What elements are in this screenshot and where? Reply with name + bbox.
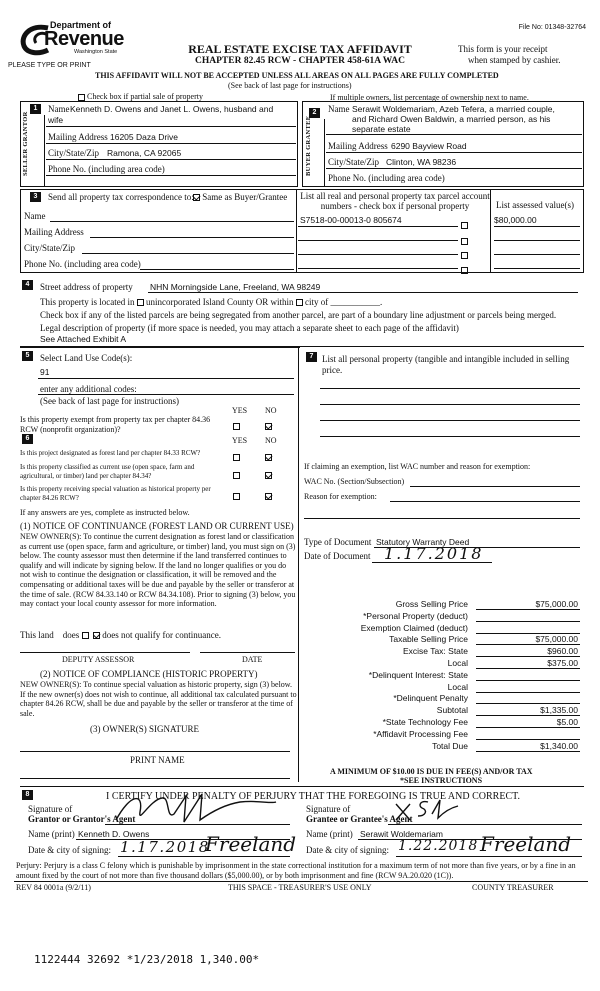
city-of-checkbox[interactable] xyxy=(296,299,303,306)
s5-additional: enter any additional codes: xyxy=(40,384,137,394)
grantor-date-city-label: Date & city of signing: xyxy=(28,845,111,855)
s7-wac-label: WAC No. (Section/Subsection) xyxy=(304,477,405,486)
logo-dept: Department of xyxy=(50,20,112,30)
deputy-assessor-label: DEPUTY ASSESSOR xyxy=(62,655,135,664)
document-date[interactable]: 1.17.2018 xyxy=(384,544,484,563)
s4-street-label: Street address of property xyxy=(40,282,133,292)
property-street[interactable]: NHN Morningside Lane, Freeland, WA 98249 xyxy=(150,282,321,292)
treasurer-use-only: THIS SPACE - TREASURER'S USE ONLY xyxy=(228,883,372,892)
grantee-name-print-label: Name (print) xyxy=(306,829,353,839)
buyer-name-cont[interactable]: and Richard Owen Baldwin, a married person, as his xyxy=(352,114,551,124)
tax-row-line xyxy=(476,668,580,669)
s5-yes: YES xyxy=(232,406,248,415)
tax-row-line xyxy=(476,609,580,610)
multiple-owners-note: If multiple owners, list percentage of ownership next to name. xyxy=(330,93,529,102)
owner-signature-label: (3) OWNER(S) SIGNATURE xyxy=(90,724,199,734)
tax-row-line xyxy=(476,727,580,728)
current-use-yes-checkbox[interactable] xyxy=(233,466,240,484)
s6-no: NO xyxy=(265,436,277,445)
legal-description[interactable]: See Attached Exhibit A xyxy=(40,334,127,344)
see-instructions: *SEE INSTRUCTIONS xyxy=(400,776,483,785)
tax-row-line xyxy=(476,680,580,681)
does-qualify-checkbox[interactable] xyxy=(82,632,89,639)
form-title: REAL ESTATE EXCISE TAX AFFIDAVIT xyxy=(188,42,412,56)
tax-row-line xyxy=(476,751,580,752)
logo-state: Washington State xyxy=(74,49,118,55)
s5-exempt-q: Is this property exempt from property tax per chapter 84.36 RCW (nonprofit organization)? xyxy=(20,415,211,434)
historic-no-checkbox[interactable] xyxy=(265,487,272,505)
s6-q3: Is this property receiving special valuation as historical property per chapter 84.26 RCW? xyxy=(20,485,211,502)
seller-grantor-label: SELLER GRANTOR xyxy=(22,111,29,176)
s2-phone-label: Phone No. (including area code) xyxy=(328,173,445,183)
s2-mail-label: Mailing Address xyxy=(328,141,388,151)
exempt-yes-checkbox[interactable] xyxy=(233,417,240,435)
partial-sale-checkbox[interactable] xyxy=(78,94,85,101)
s3-assessed-label: List assessed value(s) xyxy=(496,200,574,210)
grantee-signing-city[interactable]: Freeland xyxy=(480,832,572,856)
grantor-sig-of: Signature of xyxy=(28,804,73,814)
s6-continuance: This land does does not qualify for continuance. xyxy=(20,630,221,640)
county-treasurer: COUNTY TREASURER xyxy=(472,883,554,892)
file-number: File No: 01348-32764 xyxy=(518,24,586,31)
s3-mail-label: Mailing Address xyxy=(24,227,84,237)
form-revision: REV 84 0001a (9/2/11) xyxy=(16,883,91,892)
tax-row-value[interactable]: $1,340.00 xyxy=(540,740,578,751)
tax-row-label: *Personal Property (deduct) xyxy=(363,610,468,621)
form-chapter: CHAPTER 82.45 RCW - CHAPTER 458-61A WAC xyxy=(195,56,405,66)
s4-legal-label: Legal description of property (if more space is needed, you may attach a separate sheet to each page of the affidavit) xyxy=(40,323,459,333)
logo-revenue: Revenue xyxy=(44,28,124,50)
current-use-no-checkbox[interactable] xyxy=(265,466,272,484)
seller-city[interactable]: Ramona, CA 92065 xyxy=(107,148,182,158)
parcel-number[interactable]: S7518-00-00013-0 805674 xyxy=(300,215,402,225)
grantor-agent-label: Grantor or Grantor's Agent xyxy=(28,814,136,824)
s4-located: This property is located in unincorporated Island County OR within city of ___________. xyxy=(40,297,383,307)
tax-row-label: Taxable Selling Price xyxy=(389,634,468,645)
tax-row-label: Excise Tax: State xyxy=(402,646,468,657)
s1-city-label: City/State/Zip xyxy=(48,148,99,158)
s7-claiming: If claiming an exemption, list WAC number and reason for exemption: xyxy=(304,462,531,471)
tax-row-label: Subtotal xyxy=(436,705,468,716)
tax-row-label: Exemption Claimed (deduct) xyxy=(360,622,468,633)
warning: THIS AFFIDAVIT WILL NOT BE ACCEPTED UNLESS ALL AREAS ON ALL PAGES ARE FULLY COMPLETED xyxy=(95,71,499,80)
seller-mailing-address[interactable]: 16205 Daza Drive xyxy=(110,132,179,142)
historic-yes-checkbox[interactable] xyxy=(233,487,240,505)
s7-list-personal: List all personal property (tangible and intangible included in selling price. xyxy=(322,354,570,375)
tax-row-label: Local xyxy=(447,658,468,668)
please-type: PLEASE TYPE OR PRINT xyxy=(8,62,91,69)
s2-name-label: Name xyxy=(328,104,350,114)
s6-notice2-body: NEW OWNER(S): To continue special valuation as historic property, sign (3) below. If the new owner(s) does not wish to continue, all additional tax calculated pursuant to chapter 84.26 RCW, shall be due and payable by the seller or transferor at the time of sale. xyxy=(20,680,297,718)
s6-q1: Is this project designated as forest land per chapter 84.33 RCW? xyxy=(20,449,201,457)
tax-row-value[interactable]: $1,335.00 xyxy=(540,705,578,716)
s6-notice1-body: NEW OWNER(S): To continue the current designation as forest land or classification as current use (open space, farm and agriculture, or timber) land, you must sign on (3) below. The county assessor must then determine if the land transferred continues to qualify and will indicate by signing below. If the land no longer qualifies or you do not wish to continue the designation or classification, it will be removed and the compensating or additional taxes will be due and payable by the seller or transferor at the time of sale. (RCW 84.33.140 or RCW 84.34.108). Prior to signing (3) below, you may contact your local county assessor for more information. xyxy=(20,532,296,609)
s1-phone-label: Phone No. (including area code) xyxy=(48,164,165,174)
unincorporated-checkbox[interactable] xyxy=(137,299,144,306)
s6-q2: Is this property classified as current use (open space, farm and agricultural, or timber) land per chapter 84.34? xyxy=(20,463,195,480)
s3-parcel-label: List all real and personal property tax parcel account numbers - check box if personal property xyxy=(300,191,490,211)
section-6-number: 6 xyxy=(22,434,33,444)
s7-reason-label: Reason for exemption: xyxy=(304,492,377,501)
see-back: (See back of last page for instructions) xyxy=(228,81,352,90)
grantor-name-print-label: Name (print) xyxy=(28,829,75,839)
tax-row-label: Gross Selling Price xyxy=(395,599,468,609)
tax-row-label: Local xyxy=(447,681,468,692)
section-2-number: 2 xyxy=(309,108,320,118)
s5-luc-label: Select Land Use Code(s): xyxy=(40,353,133,363)
exempt-no-checkbox[interactable] xyxy=(265,417,272,435)
receipt-line2: when stamped by cashier. xyxy=(468,55,561,65)
minimum-due: A MINIMUM OF $10.00 IS DUE IN FEE(S) AND/OR TAX xyxy=(330,767,533,776)
grantee-date-city-label: Date & city of signing: xyxy=(306,845,389,855)
certify-statement: I CERTIFY UNDER PENALTY OF PERJURY THAT THE FOREGOING IS TRUE AND CORRECT. xyxy=(106,791,520,802)
s6-notice1: (1) NOTICE OF CONTINUANCE (FOREST LAND OR CURRENT USE) xyxy=(20,521,294,531)
s6-notice2: (2) NOTICE OF COMPLIANCE (HISTORIC PROPERTY) xyxy=(40,669,258,679)
s3-name-label: Name xyxy=(24,211,46,221)
s2-city-label: City/State/Zip xyxy=(328,157,379,167)
s7-type-label: Type of Document xyxy=(304,537,372,547)
grantor-signing-city[interactable]: Freeland xyxy=(205,832,297,856)
s6-any-yes: If any answers are yes, complete as instructed below. xyxy=(20,508,190,517)
forest-yes-checkbox[interactable] xyxy=(233,448,240,466)
s5-see-back: (See back of last page for instructions) xyxy=(40,396,179,406)
section-4-number: 4 xyxy=(22,280,33,290)
buyer-name[interactable]: Serawit Woldemariam, Azeb Tefera, a married couple, xyxy=(352,104,555,114)
tax-row-label: *Affidavit Processing Fee xyxy=(373,728,468,739)
tax-row-label: *Delinquent Penalty xyxy=(393,693,468,704)
grantor-signing-date[interactable]: 1.17.2018 xyxy=(120,838,210,856)
buyer-city[interactable]: Clinton, WA 98236 xyxy=(386,157,457,167)
tax-row-value[interactable]: $375.00 xyxy=(547,658,578,668)
section-7-number: 7 xyxy=(306,352,317,362)
treasurer-stamp: 1122444 32692 *1/23/2018 1,340.00* xyxy=(34,953,260,966)
s3-city-label: City/State/Zip xyxy=(24,243,75,253)
tax-row-label: Total Due xyxy=(432,740,468,751)
seller-name-cont[interactable]: wife xyxy=(48,115,64,125)
s7-date-label: Date of Document xyxy=(304,551,371,561)
s3-same-as-buyer: Same as Buyer/Grantee xyxy=(193,192,287,202)
does-not-qualify-checkbox[interactable] xyxy=(93,632,100,639)
tax-row-label: *Delinquent Interest: State xyxy=(368,669,468,680)
print-name-label: PRINT NAME xyxy=(130,755,185,765)
s5-no: NO xyxy=(265,406,277,415)
seller-name[interactable]: Kenneth D. Owens and Janet L. Owens, husband and xyxy=(70,104,274,114)
grantee-sig-of: Signature of xyxy=(306,804,351,814)
tax-row-value[interactable]: $960.00 xyxy=(547,646,578,657)
grantee-agent-label: Grantee or Grantee's Agent xyxy=(306,814,413,824)
s1-name-label: Name xyxy=(48,104,70,114)
tax-row-label: *State Technology Fee xyxy=(382,717,468,727)
grantee-signing-date[interactable]: 1.22.2018 xyxy=(398,838,479,854)
receipt-line1: This form is your receipt xyxy=(458,44,548,54)
grantor-signature[interactable] xyxy=(110,790,280,828)
tax-row-value[interactable]: $75,000.00 xyxy=(535,599,578,609)
s3-phone-label: Phone No. (including area code) xyxy=(24,259,141,269)
document-type[interactable]: Statutory Warranty Deed xyxy=(376,537,470,547)
grantee-signature[interactable] xyxy=(392,796,462,826)
dor-logo xyxy=(18,18,128,62)
same-as-buyer-checkbox[interactable] xyxy=(193,194,200,201)
forest-no-checkbox[interactable] xyxy=(265,448,272,466)
grantor-print-name[interactable]: Kenneth D. Owens xyxy=(78,829,150,839)
land-use-code[interactable]: 91 xyxy=(40,367,50,377)
s3-send-label: Send all property tax correspondence to: xyxy=(48,192,194,202)
buyer-name-cont2[interactable]: separate estate xyxy=(352,124,411,134)
deputy-date-label: DATE xyxy=(242,655,263,664)
assessed-value[interactable]: $80,000.00 xyxy=(494,215,537,225)
section-3-number: 3 xyxy=(30,192,41,202)
s1-mail-label: Mailing Address xyxy=(48,132,108,142)
section-5-number: 5 xyxy=(22,351,33,361)
section-8-number: 8 xyxy=(22,790,33,800)
s6-yes: YES xyxy=(232,436,248,445)
tax-row-value[interactable]: $75,000.00 xyxy=(535,634,578,645)
buyer-grantee-label: BUYER GRANTEE xyxy=(305,115,312,176)
perjury-notice: Perjury: Perjury is a class C felony which is punishable by imprisonment in the state correctional institution for a maximum term of not more than five years, or by a fine in an amount fixed by the court of not more than five thousand dollars ($5,000.00), or by both imprisonment and fine (RCW 9A.20.020 (1C)). xyxy=(16,861,576,880)
section-1-number: 1 xyxy=(30,104,41,114)
s4-segregated: Check box if any of the listed parcels are being segregated from another parcel, are part of a boundary line adjustment or parcels being merged. xyxy=(40,310,557,320)
grantee-print-name[interactable]: Serawit Woldemariam xyxy=(360,829,443,839)
tax-row-value[interactable]: $5.00 xyxy=(556,717,578,727)
buyer-mailing-address[interactable]: 6290 Bayview Road xyxy=(391,141,467,151)
tax-row-line xyxy=(476,692,580,693)
partial-sale: Check box if partial sale of property xyxy=(78,92,203,101)
tax-row-line xyxy=(476,621,580,622)
parcel-personal-checkbox-4[interactable] xyxy=(461,261,468,279)
